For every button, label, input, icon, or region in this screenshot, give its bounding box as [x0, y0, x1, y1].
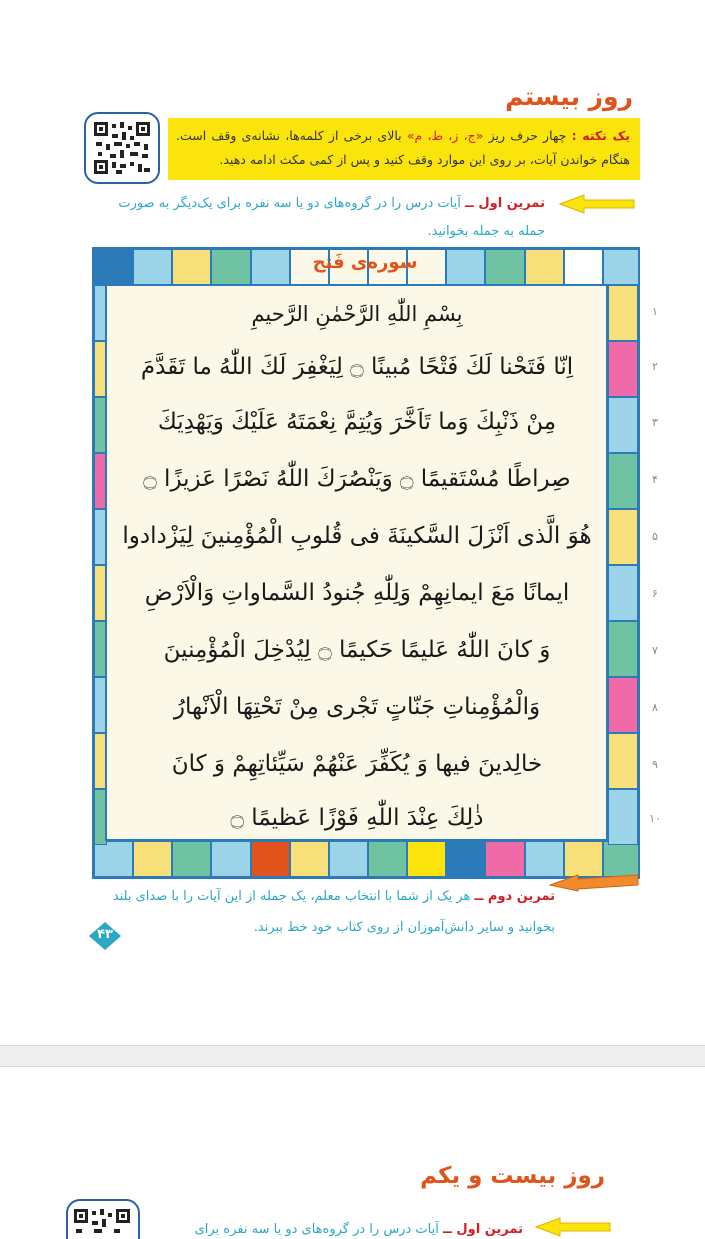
verse-line: وَالْمُؤْمِناتِ جَنّاتٍ تَجْری مِنْ تَحْتِهَا الْاَنْهارُ [173, 694, 541, 720]
verse-line: اِنّا فَتَحْنا لَكَ فَتْحًا مُبينًا ۝ لِيَغْفِرَ لَكَ اللّٰهُ ما تَقَدَّمَ [140, 354, 574, 380]
exercise1-line1 [75, 192, 545, 216]
qr-code-next[interactable] [66, 1199, 140, 1239]
line-number: ۷ [652, 644, 658, 657]
exercise1-text: آیات درس را در گروه‌های دو یا سه نفره برای یک‌دیگر به صورت [118, 196, 461, 211]
verse-line: مِنْ ذَنْبِكَ وَما تَاَخَّرَ وَيُتِمَّ نِعْمَتَهُ عَلَيْكَ وَيَهْدِيَكَ [157, 409, 557, 435]
verse-line: بِسْمِ اللّٰهِ الرَّحْمٰنِ الرَّحيمِ [251, 302, 463, 326]
frame-right-tiles [608, 285, 638, 845]
line-number: ۹ [652, 758, 658, 771]
orange-arrow-icon [548, 871, 640, 893]
yellow-arrow-icon [534, 1216, 612, 1238]
day-title-next: روز بیست و یکم [420, 1163, 605, 1189]
exercise2-line1 [75, 885, 555, 909]
qr-code[interactable] [84, 112, 160, 184]
tip-text-after: بالای برخی از کلمه‌ها، نشانه‌ی وقف است. هنگام خواندن آیات، بر روی این موارد وقف کنید و پس از کمی مکث ادامه دهید. [176, 128, 630, 167]
exercise1-next-line1 [143, 1218, 523, 1239]
exercise2-line2: بخوانید و سایر دانش‌آموزان از روی کتاب خود خط ببرند. [253, 920, 555, 935]
page-divider [0, 1045, 705, 1067]
exercise2-label: تمرین دوم ــ [474, 889, 555, 904]
verse-line: ذٰلِكَ عِنْدَ اللّٰهِ فَوْزًا عَظيمًا ۝ [230, 805, 484, 831]
exercise1-next-text: آیات درس را در گروه‌های دو یا سه نفره برای [194, 1222, 439, 1237]
exercise2-text: هر یک از شما با انتخاب معلم، یک جمله از این آیات را با صدای بلند [112, 889, 471, 904]
exercise1-line2: جمله به جمله بخوانید. [427, 224, 545, 239]
line-number: ۱۰ [649, 812, 661, 825]
tip-label: یک نکته : [571, 128, 630, 143]
verse-line: ايمانًا مَعَ ايمانِهِمْ وَلِلّٰهِ جُنودُ السَّماواتِ وَالْاَرْضِ [144, 580, 570, 606]
line-number: ۳ [652, 416, 658, 429]
qr-code-icon [74, 1209, 130, 1239]
day-title: روز بیستم [505, 82, 633, 111]
exercise1-next-label: تمرین اول ــ [442, 1222, 523, 1237]
surah-title: سوره‌ی فَتح [312, 252, 418, 273]
exercise1-label: تمرین اول ــ [464, 196, 545, 211]
line-number: ۸ [652, 701, 658, 714]
qr-code-icon [94, 122, 150, 174]
tip-box [168, 118, 640, 180]
verse-line: صِراطًا مُسْتَقيمًا ۝ وَيَنْصُرَكَ اللّٰهُ نَصْرًا عَزيزًا ۝ [143, 466, 571, 492]
line-number: ۱ [652, 305, 658, 318]
verse-line: خالِدينَ فيها وَ يُكَفِّرَ عَنْهُمْ سَيِّئاتِهِمْ وَ كانَ [171, 751, 543, 777]
verse-line: وَ كانَ اللّٰهُ عَليمًا حَكيمًا ۝ لِيُدْخِلَ الْمُؤْمِنينَ [163, 637, 551, 663]
tip-text-before: چهار حرف ریز [488, 128, 567, 143]
line-number: ۴ [652, 473, 658, 486]
page-number: ۴۳ [97, 927, 113, 942]
line-number: ۵ [652, 530, 658, 543]
line-number: ۲ [652, 360, 658, 373]
tip-marks: «ج، ز، ط، م» [406, 128, 484, 143]
line-number: ۶ [652, 587, 658, 600]
yellow-arrow-icon [558, 193, 636, 215]
verse-line: هُوَ الَّذی اَنْزَلَ السَّكينَةَ فی قُلوبِ الْمُؤْمِنينَ لِيَزْدادوا [122, 523, 592, 549]
page-number-badge [88, 921, 122, 951]
